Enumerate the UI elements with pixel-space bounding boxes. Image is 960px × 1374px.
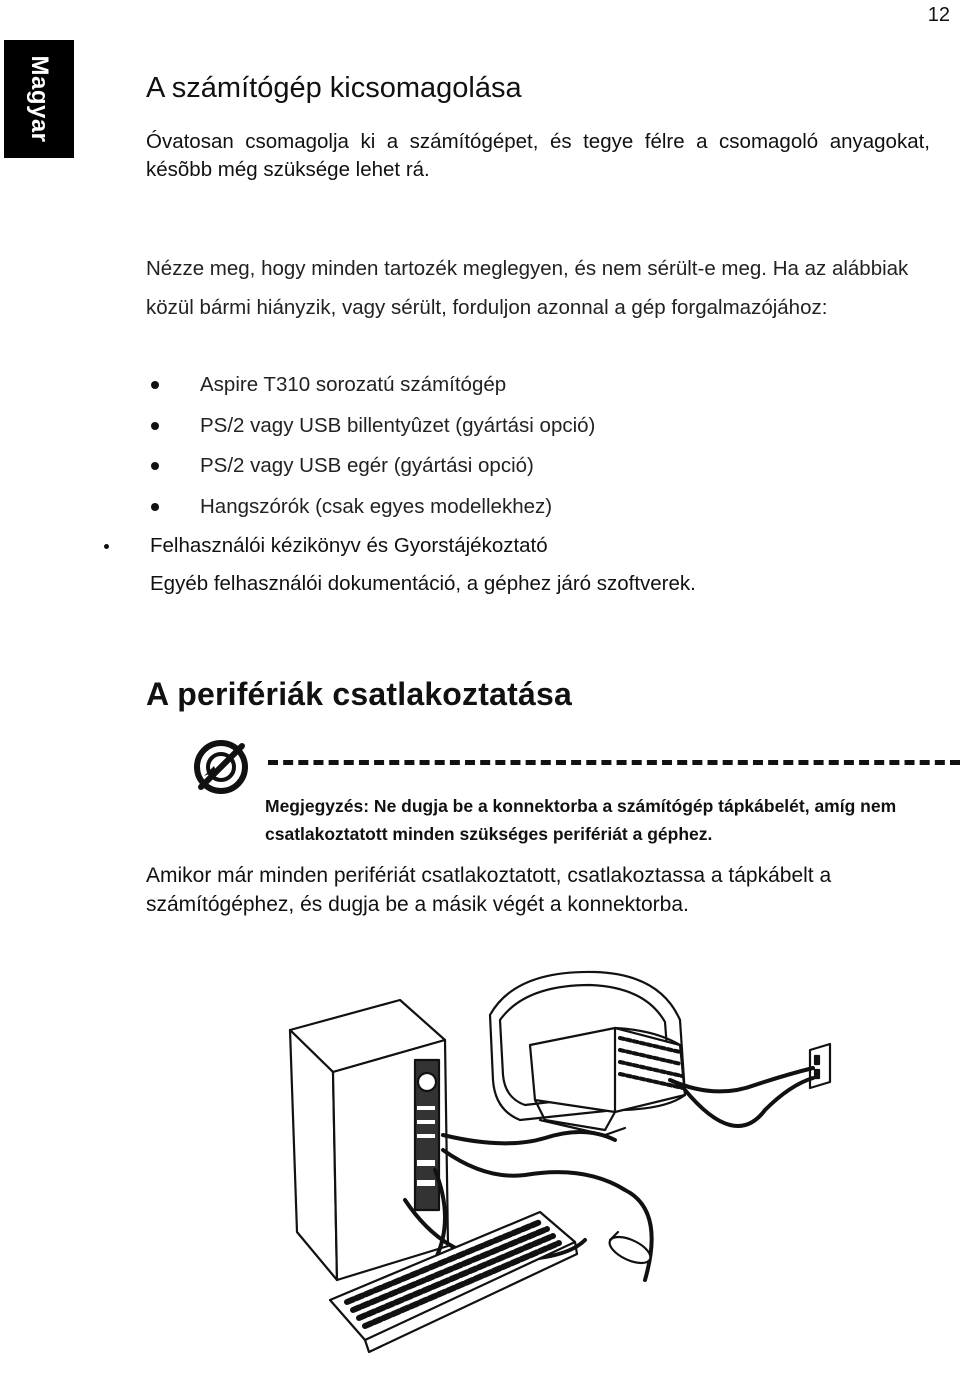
check-paragraph: Nézze meg, hogy minden tartozék meglegyen, és nem sérült-e meg. Ha az alábbiak közül bármi hiányzik, vagy sérült, forduljon azonnal a gép forgalmazójához: — [146, 257, 909, 319]
list-item — [146, 446, 595, 487]
page-number: 12 — [927, 4, 950, 26]
note-icon — [192, 738, 250, 796]
list-item — [146, 365, 595, 406]
computer-setup-illustration — [285, 960, 845, 1370]
monitor-image — [490, 972, 685, 1135]
bullet-icon — [151, 462, 159, 470]
language-tab-label: Magyar — [26, 55, 53, 143]
note-divider — [268, 760, 960, 765]
section-title-peripherals: A perifériák csatlakoztatása — [146, 676, 572, 712]
note-text — [265, 792, 925, 848]
accessory-list — [146, 365, 595, 527]
mouse-image — [606, 1232, 654, 1269]
intro-paragraph: Óvatosan csomagolja ki a számítógépet, és tegye félre a csomagoló anyagokat, késõbb még szüksége lehet rá. — [146, 130, 930, 181]
bullet-icon — [151, 503, 159, 511]
language-tab — [4, 40, 74, 158]
list-item-text: Hangszórók (csak egyes modellekhez) — [200, 494, 553, 518]
bullet-icon — [151, 422, 159, 430]
list-item-text: PS/2 vagy USB egér (gyártási opció) — [200, 454, 534, 477]
bullet-icon — [151, 381, 159, 389]
list-item-text: PS/2 vagy USB billentyûzet (gyártási opció) — [200, 413, 596, 437]
list-item-documentation: Egyéb felhasználói dokumentáció, a géphez járó szoftverek. — [150, 572, 696, 595]
list-item-text: Aspire T310 sorozatú számítógép — [200, 373, 507, 396]
note-label: Megjegyzés: — [265, 796, 370, 816]
power-paragraph: Amikor már minden perifériát csatlakoztatott, csatlakoztassa a tápkábelt a számítógéphez, és dugja be a másik végét a konnektorba. — [146, 864, 832, 916]
list-item — [146, 487, 595, 528]
section-title-unpacking: A számítógép kicsomagolása — [146, 72, 522, 104]
tower-pc-image — [290, 1000, 448, 1280]
list-item — [146, 406, 595, 447]
note-body: Ne dugja be a konnektorba a számítógép tápkábelét, amíg nem csatlakoztatott minden szükséges perifériát a géphez. — [265, 796, 897, 844]
list-item-manual: Felhasználói kézikönyv és Gyorstájékoztató — [150, 534, 548, 557]
bullet-icon — [104, 544, 109, 549]
